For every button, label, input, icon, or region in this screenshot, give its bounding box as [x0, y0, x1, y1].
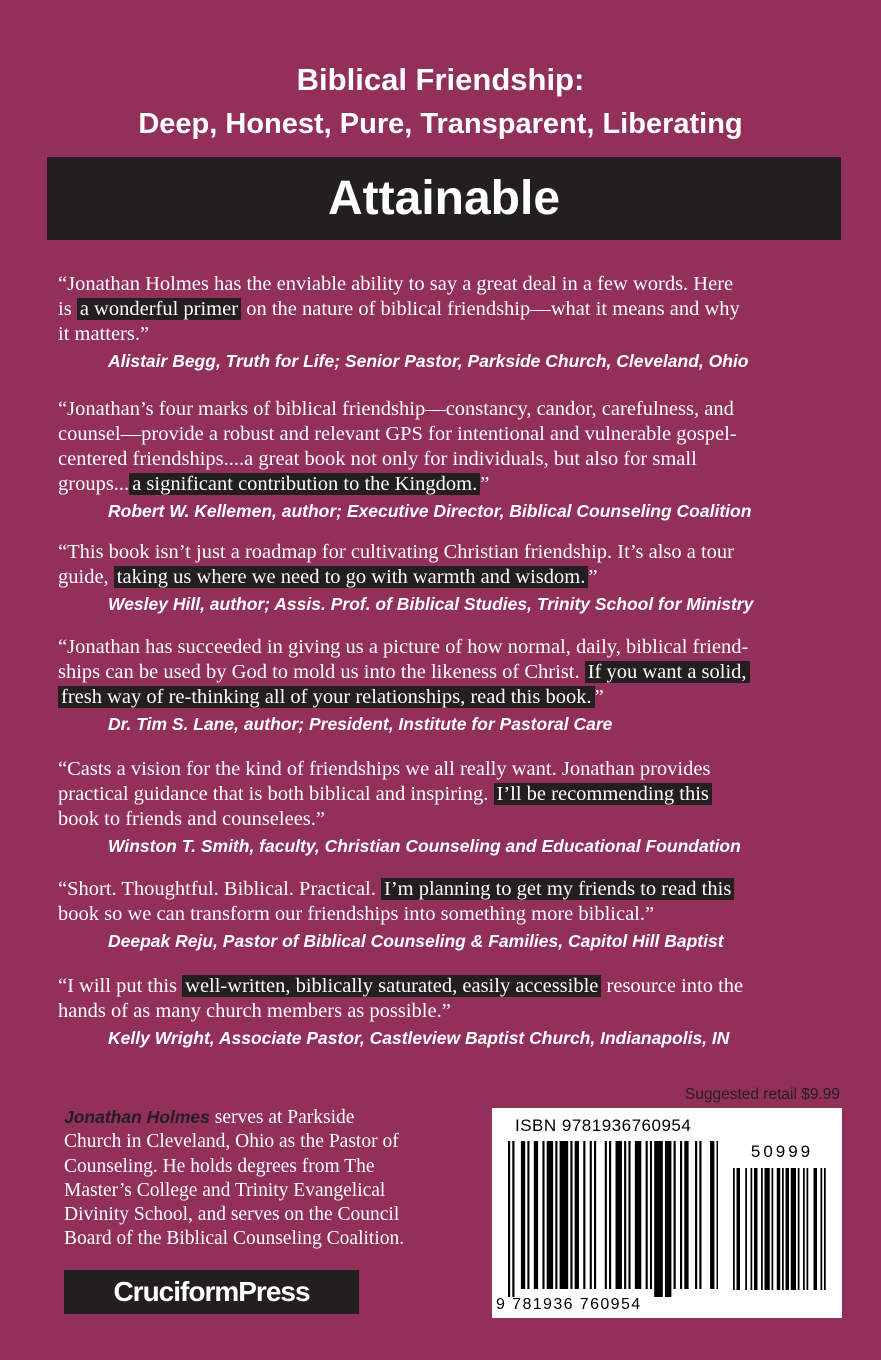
price-code: 50999: [750, 1142, 814, 1161]
quote-text: book to friends and counselees.”: [58, 808, 325, 830]
bio-line: Divinity School, and serves on the Council: [64, 1204, 400, 1226]
quote-line: [58, 902, 848, 927]
barcode-bar: [665, 1141, 671, 1297]
quote-text: resource into the: [601, 975, 744, 997]
quote-line: [58, 999, 848, 1024]
quote-text: ships can be used by God to mold us into the likeness of Christ.: [58, 661, 585, 683]
quote-text: “Casts a vision for the kind of friendships we all really want. Jonathan provides: [58, 758, 711, 780]
book-subtitle: Deep, Honest, Pure, Transparent, Liberating: [138, 108, 743, 140]
barcode-bar: [628, 1141, 630, 1289]
barcode-bar: [624, 1141, 626, 1289]
barcode-digits: 9 781936 760954: [496, 1296, 642, 1313]
barcode-bar: [798, 1168, 800, 1290]
quote-text: counsel—provide a robust and relevant GPS for intentional and vulnerable gospel-: [58, 423, 737, 445]
barcode-bar: [824, 1168, 826, 1290]
quote-line: [58, 272, 848, 297]
barcode-bar: [570, 1141, 572, 1289]
quote-text: “This book isn’t just a roadmap for cultivating Christian friendship. It’s also a tour: [58, 541, 735, 563]
barcode-bar: [605, 1141, 607, 1289]
barcode-bar: [745, 1168, 747, 1290]
author-name: Jonathan Holmes: [64, 1107, 210, 1127]
author-bio: [64, 1105, 474, 1252]
barcode-bar: [534, 1141, 538, 1289]
barcode-bar: [575, 1141, 579, 1289]
barcode-bar: [751, 1168, 753, 1290]
quote-text: on the nature of biblical friendship—what it means and why: [241, 298, 740, 320]
quote-line: [58, 685, 848, 710]
barcode-bar: [527, 1141, 529, 1289]
book-title: Biblical Friendship:: [296, 62, 585, 97]
barcode-bar: [646, 1141, 648, 1289]
quote-text: ”: [588, 566, 598, 588]
barcode-bar: [654, 1141, 663, 1297]
endorsement-quote: [58, 272, 848, 347]
quote-line: [58, 322, 848, 347]
barcode-bar: [590, 1141, 592, 1289]
highlighted-phrase: taking us where we need to go with warmth and wisdom.: [114, 566, 589, 588]
endorsement-attribution: Winston T. Smith, faculty, Christian Counseling and Educational Foundation: [108, 836, 741, 856]
quote-text: practical guidance that is both biblical and inspiring.: [58, 783, 494, 805]
quote-line: [58, 660, 848, 685]
isbn-label: ISBN 9781936760954: [515, 1116, 692, 1135]
quote-text: “Jonathan’s four marks of biblical friendship—constancy, candor, carefulness, and: [58, 398, 734, 420]
highlighted-phrase: well-written, biblically saturated, easily accessible: [182, 975, 601, 997]
barcode-bar: [542, 1141, 544, 1289]
barcode-bar: [695, 1141, 697, 1289]
barcode-bar: [733, 1168, 735, 1290]
quote-line: [58, 447, 848, 472]
publisher-name: CruciformPress: [113, 1276, 310, 1307]
barcode-bar: [737, 1168, 741, 1290]
quote-line: [58, 757, 848, 782]
ean13-bars: [508, 1141, 718, 1297]
quote-text: ”: [480, 473, 490, 495]
quote-text: “Short. Thoughtful. Biblical. Practical.: [58, 878, 382, 900]
barcode-bar: [717, 1141, 718, 1289]
quote-text: guide,: [58, 566, 114, 588]
highlighted-phrase: I’m planning to get my friends to read this: [381, 878, 734, 900]
endorsement-attribution: Alistair Begg, Truth for Life; Senior Pastor, Parkside Church, Cleveland, Ohio: [108, 351, 749, 371]
quote-text: it matters.”: [58, 323, 150, 345]
quote-line: [58, 877, 848, 902]
barcode-bar: [710, 1141, 714, 1289]
bio-line: Counseling. He holds degrees from The: [64, 1155, 375, 1177]
endorsement-quote: [58, 757, 848, 832]
barcode-bar: [680, 1141, 682, 1289]
quote-text: “Jonathan has succeeded in giving us a picture of how normal, daily, biblical friend-: [58, 636, 749, 658]
barcode-bar: [765, 1168, 770, 1290]
barcode-bar: [547, 1141, 553, 1289]
barcode-bar: [807, 1168, 809, 1290]
quote-line: [58, 397, 848, 422]
barcode-bar: [583, 1141, 585, 1289]
barcode-bar: [635, 1141, 641, 1289]
endorsement-attribution: Deepak Reju, Pastor of Biblical Counseling & Families, Capitol Hill Baptist: [108, 931, 724, 951]
highlighted-phrase: If you want a solid,: [585, 661, 750, 683]
barcode-bar: [821, 1168, 823, 1290]
barcode-bar: [761, 1168, 763, 1290]
highlighted-phrase: I’ll be recommending this: [494, 783, 712, 805]
barcode-bar: [777, 1168, 781, 1290]
barcode-bar: [521, 1141, 525, 1289]
price-addon-bars: [733, 1168, 831, 1298]
isbn-barcode: [492, 1108, 842, 1318]
highlighted-phrase: fresh way of re-thinking all of your relationships, read this book.: [58, 686, 595, 708]
highlighted-phrase: a significant contribution to the Kingdom.: [129, 473, 480, 495]
barcode-bar: [674, 1141, 676, 1289]
bio-line: Church in Cleveland, Ohio as the Pastor of: [64, 1131, 399, 1153]
endorsement-attribution: Kelly Wright, Associate Pastor, Castleview Baptist Church, Indianapolis, IN: [108, 1028, 730, 1048]
quote-line: [58, 422, 848, 447]
barcode-bar: [772, 1168, 774, 1290]
barcode-bar: [699, 1141, 701, 1289]
endorsement-quote: [58, 397, 848, 497]
barcode-bar: [560, 1141, 569, 1289]
quote-line: [58, 565, 848, 590]
quote-text: centered friendships....a great book not only for individuals, but also for small: [58, 448, 697, 470]
quote-line: [58, 782, 848, 807]
quote-line: [58, 540, 848, 565]
quote-text: groups...: [58, 473, 130, 495]
barcode-bar: [782, 1168, 784, 1290]
bio-line: Board of the Biblical Counseling Coalition.: [64, 1228, 405, 1250]
highlighted-phrase: a wonderful primer: [77, 298, 241, 320]
banner-text: Attainable: [327, 172, 561, 225]
barcode-bar: [650, 1141, 652, 1289]
barcode-bar: [684, 1141, 688, 1289]
barcode-bar: [791, 1168, 796, 1290]
attainable-banner: [47, 157, 841, 240]
barcode-bar: [508, 1141, 510, 1297]
publisher-logo: [64, 1270, 359, 1314]
quote-line: [58, 297, 848, 322]
barcode-bar: [803, 1168, 805, 1290]
bio-line: serves at Parkside: [209, 1107, 355, 1128]
barcode-bar: [609, 1141, 611, 1289]
suggested-retail-price: Suggested retail $9.99: [684, 1086, 840, 1103]
barcode-bar: [814, 1168, 818, 1290]
endorsement-quote: [58, 974, 848, 1024]
quote-text: “Jonathan Holmes has the enviable ability to say a great deal in a few words. Here: [58, 273, 734, 295]
barcode-bar: [594, 1141, 596, 1289]
quote-line: [58, 635, 848, 660]
quote-line: [58, 807, 848, 832]
barcode-bar: [786, 1168, 790, 1290]
quote-line: [58, 472, 848, 497]
quote-text: book so we can transform our friendships into something more biblical.”: [58, 903, 655, 925]
quote-text: ”: [594, 686, 604, 708]
barcode-bar: [616, 1141, 622, 1289]
endorsement-quote: [58, 877, 848, 927]
endorsement-attribution: Robert W. Kellemen, author; Executive Director, Biblical Counseling Coalition: [108, 501, 752, 521]
bio-line: Master’s College and Trinity Evangelical: [64, 1179, 386, 1201]
quote-text: hands of as many church members as possible.”: [58, 1000, 451, 1022]
barcode-bar: [754, 1168, 758, 1290]
endorsement-attribution: Wesley Hill, author; Assis. Prof. of Biblical Studies, Trinity School for Ministry: [108, 594, 754, 614]
barcode-bar: [555, 1141, 557, 1289]
quote-text: “I will put this: [58, 975, 183, 997]
endorsement-attribution: Dr. Tim S. Lane, author; President, Institute for Pastoral Care: [108, 714, 613, 734]
barcode-bar: [512, 1141, 514, 1297]
quote-text: is: [58, 298, 77, 320]
endorsement-quote: [58, 540, 848, 590]
endorsement-quote: [58, 635, 848, 710]
quote-line: [58, 974, 848, 999]
